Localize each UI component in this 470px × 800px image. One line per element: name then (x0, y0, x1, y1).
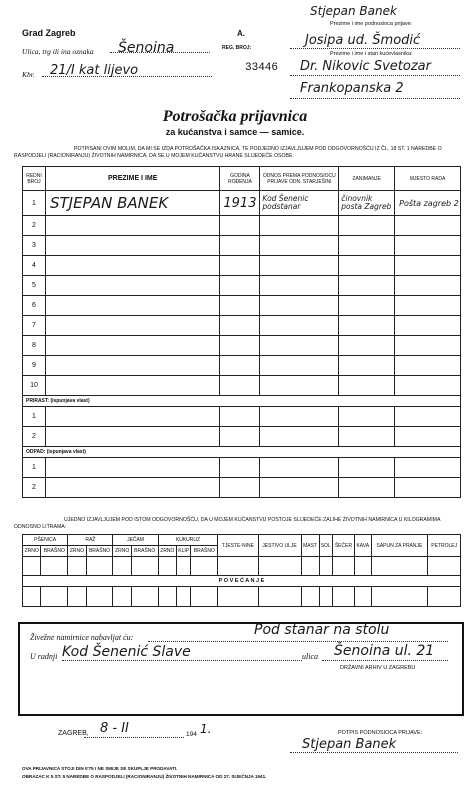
form-title: Potrošačka prijavnica (162, 108, 308, 125)
applicant-name-top: Stjepan Banek (310, 4, 397, 18)
table-row: 1 (23, 458, 461, 478)
applicant-value: Josipa ud. Šmodić (305, 33, 421, 48)
header-ordinal: REDNI BROJ (23, 167, 46, 191)
footer-year-suffix: 1. (200, 722, 212, 736)
table-row: 2 (23, 216, 461, 236)
table-row: 6 (23, 296, 461, 316)
supply-value: Pod stanar na stolu (254, 622, 390, 638)
footer-place: ZAGREB, (58, 730, 89, 737)
form-subtitle: za kućanstva i samce — samice. (165, 127, 305, 137)
table-row: 5 (23, 276, 461, 296)
intro-text: POTPISANI OVIM MOLIM, DA MI SE IZDA POTROŠAČKA ISKAZNICA, TE PODJEDNO IZJAVLJUJEM POD ODGOVORNOŠĆU IZ ČL. 18 ST. 1 NAREDBE O RASPODJELI (RACIONIRANJU) ŽIVOTNIH NAMIRNICA, DA SE U MOJEM KUĆANSTVU HRANE SLIJEDEĆE OSOBE: (14, 146, 442, 159)
prirast-section-row (23, 396, 461, 407)
footer-year-prefix: 194 (186, 731, 197, 738)
house-label: Kbr. (22, 70, 35, 79)
street-value: Šenoina (118, 40, 175, 56)
shop-street-label: ulica (302, 652, 318, 661)
prirast-label: PRIRAST: (ispunjava vlast) (23, 396, 461, 407)
table-row: 7 (23, 316, 461, 336)
footer-note-regulation: OBRAZAC K 5 ST. 5 NAREDBE O RASPODJELI (RACIONIRANJU) ŽIVOTNIH NAMIRNICA OD 27. SIJEČNJA 1941. (22, 774, 267, 779)
city-heading: Grad Zagreb (22, 28, 76, 38)
reg-label: REG. BROJ: (222, 45, 252, 51)
person-name: STJEPAN BANEK (45, 191, 219, 216)
persons-header-row (23, 167, 461, 191)
signature-label: POTPIS PODNOSIOCA PRIJAVE: (338, 730, 423, 736)
street-label: Ulica, trg ili ina oznaka (22, 47, 94, 56)
table-row: 1 STJEPAN BANEK 1913 Kod Šenenic podstanar činovnik posta Zagreb Pošta zagreb 2 (23, 191, 461, 216)
person-workplace: Pošta zagreb 2 (395, 191, 461, 216)
shop-label: U radnji (30, 652, 58, 661)
persons-table (22, 166, 461, 498)
header-relation: ODNOS PREMA PODNOSIOCU PRIJAVE ODN. STARJEŠINI (260, 167, 339, 191)
odpad-section-row (23, 447, 461, 458)
header-workplace: MJESTO RADA (395, 167, 461, 191)
applicant-label: Prezime i ime podnosioca prijave: (330, 21, 413, 27)
footer-date: 8 - II (100, 721, 129, 736)
odpad-label: ODPAD: (ispunjava vlast) (23, 447, 461, 458)
table-row: 3 (23, 236, 461, 256)
section-letter: A. (237, 29, 245, 38)
supply-label: Živežne namirnice nabavljat ću: (30, 633, 134, 642)
person-birth-year: 1913 (220, 191, 260, 216)
footer-note-price: OVA PRIJAVNICA STOJI DIN 0'75 I NE SMIJE SE SKUPLJE PRODAVATI. (22, 766, 178, 771)
table-row: 9 (23, 356, 461, 376)
stock-values-row (23, 557, 461, 576)
shop-value: Kod Šenenić Slave (62, 644, 191, 660)
applicant-signature: Stjepan Banek (302, 737, 397, 752)
archive-stamp: DRŽAVNI ARHIV U ZAGREBU (340, 665, 416, 671)
header-name: PREZIME I IME (45, 167, 219, 191)
stock-table: PŠENICA RAŽ JEČAM KUKURUZ TJESTE-NINE JESTIVO ULJE MAST SOL ŠEĆER KAVA SAPUN ZA PRANJE PETROLEJ ZRNO BRAŠNO ZRNO BRAŠNO ZRNO BRAŠNO ZRNO KLIP BRAŠNO P O V E Ć A N J E (22, 534, 461, 607)
header-birth-year: GODINA ROĐENJA (220, 167, 260, 191)
povecanje-label: P O V E Ć A N J E (23, 576, 461, 587)
stock-declaration-text: UJEDNO IZJAVLJUJEM POD ISTOM ODGOVORNOŠĆU, DA U MOJEM KUĆANSTVU POSTOJE SLIJEDEĆE ZALIHE ŽIVOTNIH NAMIRNICA U KILOGRAMIMA ODNOSNO LITRAMA: (14, 517, 441, 530)
table-row: 10 (23, 376, 461, 396)
house-value: 21/I kat lijevo (50, 63, 139, 78)
landlord-name: Dr. Nikovic Svetozar (300, 59, 431, 74)
stock-increase-row (23, 587, 461, 607)
table-row: 4 (23, 256, 461, 276)
shop-street-value: Šenoina ul. 21 (334, 643, 435, 659)
table-row: 2 (23, 478, 461, 498)
table-row: 2 (23, 427, 461, 447)
person-occupation: činovnik posta Zagreb (339, 191, 395, 216)
reg-number-stamp: 33446 (245, 62, 279, 74)
person-relation: Kod Šenenic podstanar (260, 191, 339, 216)
landlord-label: Prezime i ime i stan kućevlasnika: (330, 51, 413, 57)
header-occupation: ZANIMANJE (339, 167, 395, 191)
table-row: 1 (23, 407, 461, 427)
table-row: 8 (23, 336, 461, 356)
landlord-address: Frankopanska 2 (300, 81, 404, 96)
